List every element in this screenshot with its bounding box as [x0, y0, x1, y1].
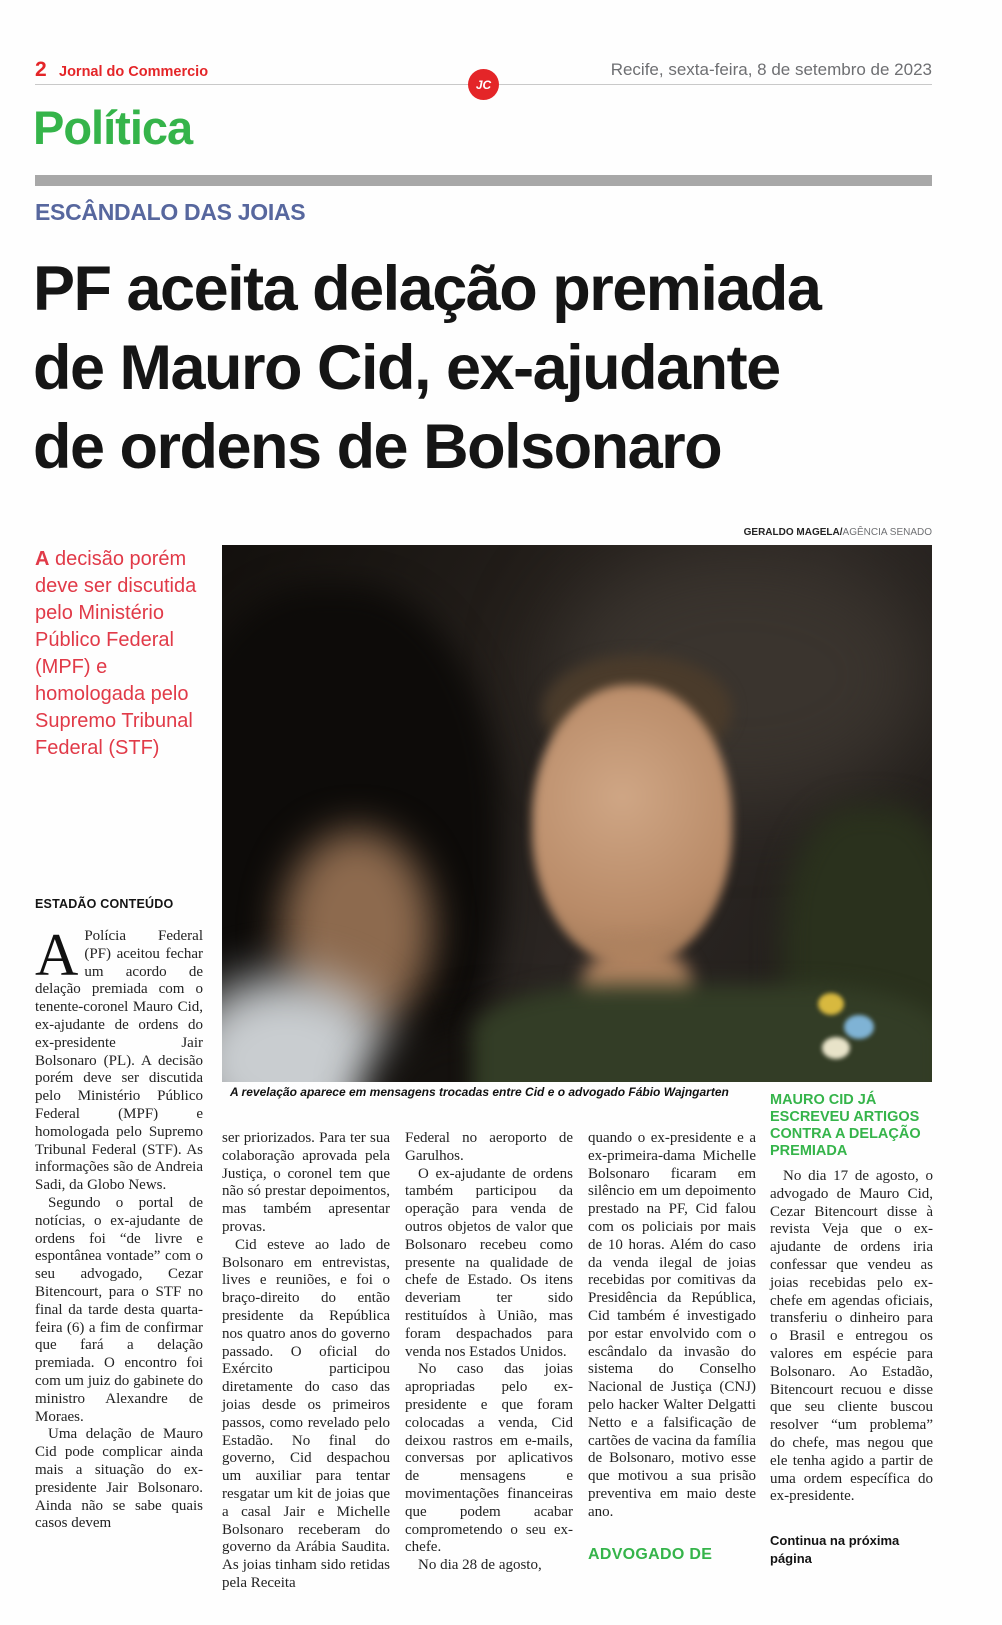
standfirst-text: decisão porém deve ser discutida pelo Ministério Público Federal (MPF) e homologada pelo Supremo Tribunal Federal (STF) [35, 548, 197, 759]
paragraph: ser priorizados. Para ter sua colaboração aprovada pela Justiça, o coronel tem que não só prestar depoimentos, mas também apresentar provas. [222, 1130, 390, 1235]
body-column-2 [222, 1130, 390, 1593]
photo-subject-face [532, 685, 732, 965]
paragraph: No dia 28 de agosto, [418, 1557, 542, 1574]
photo-credit-author: GERALDO MAGELA/ [743, 527, 843, 538]
section-title: Política [33, 101, 193, 154]
paragraph: Uma delação de Mauro Cid pode complicar ainda mais a situação do ex-presidente Jair Bolsonaro. Ainda não se sabe quais casos devem [35, 1426, 203, 1532]
dateline: Recife, sexta-feira, 8 de setembro de 2023 [610, 60, 932, 79]
photo-medal-blue [844, 1015, 874, 1039]
subhead-advogado: ADVOGADO DE [588, 1545, 713, 1563]
newspaper-name: Jornal do Commercio [59, 64, 209, 80]
photo-medal-white [822, 1037, 850, 1059]
byline: ESTADÃO CONTEÚDO [35, 897, 174, 911]
headline-line-1: PF aceita delação premiada [33, 254, 821, 324]
page-number: 2 [35, 58, 47, 81]
subhead-mauro-cid: MAURO CID JÁ ESCREVEU ARTIGOS CONTRA A DELAÇÃO PREMIADA [770, 1092, 921, 1159]
article-photo [222, 545, 932, 1082]
paragraph: Cid esteve ao lado de Bolsonaro em entrevistas, lives e reuniões, e foi o braço-direito do então presidente da República nos quatro anos do governo passado. O oficial do Exército participou diretamente do caso das joias desde os primeiros passos, como revelado pelo Estadão. No final do governo, Cid despachou um auxiliar para tentar resgatar um kit de joias que a casal Jair e Michelle Bolsonaro receberam do governo da Arábia Saudita. As joias tinham sido retidas pela Receita [222, 1236, 390, 1591]
body-column-4 [588, 1130, 756, 1563]
paragraph: No dia 17 de agosto, o advogado de Mauro Cid, Cezar Bitencourt disse à revista Veja que o ex-ajudante de ordens iria confessar que vendeu as joias recebidas pelo ex-chefe em agendas oficiais, transferiu o dinheiro para o Brasil e entregou os valores em espécie para Bolsonaro. Ao Estadão, Bitencourt recuou e disse que seu cliente buscou resolver “um problema” do chefe, mas negou que ele tenha agido a partir de uma ordem específica do ex-presidente. [770, 1168, 933, 1505]
body-column-3 [405, 1130, 573, 1575]
body-column-5 [770, 1092, 933, 1568]
jc-logo-text: JC [475, 77, 492, 92]
paragraph: No caso das joias apropriadas pelo ex-presidente e que foram colocadas a venda, Cid deixou rastros em e-mails, conversas por aplicativos de mensagens e movimentações financeiras que podem acabar comprometendo o seu ex-chefe. [405, 1361, 573, 1556]
standfirst-lead: A [35, 548, 50, 570]
headline-line-2: de Mauro Cid, ex-ajudante [33, 333, 780, 403]
standfirst [35, 546, 221, 762]
paragraph: quando o ex-presidente e a ex-primeira-dama Michelle Bolsonaro ficaram em silêncio em um depoimento prestado na PF, Cid falou com os policiais por mais de 10 horas. Além do caso da venda ilegal de joias recebidas por comitivas da Presidência da República, Cid também é investigado por estar envolvido com o escândalo da invasão do sistema do Conselho Nacional de Justiça (CNJ) pelo hacker Walter Delgatti Netto e a falsificação de cartões de vacina da família de Bolsonaro, motivo esse que motivou a sua prisão preventiva em maio deste ano. [588, 1130, 756, 1520]
body-column-1 [35, 922, 203, 1533]
section-divider-bar [35, 175, 932, 186]
paragraph: Federal no aeroporto de Garulhos. [405, 1130, 573, 1164]
paragraph: Segundo o portal de notícias, o ex-ajudante de ordens foi “de livre e espontânea vontade” com o seu advogado, Cezar Bitencourt, para o STF no final da tarde desta quarta-feira (6) a fim de confirmar que fará a delação premiada. O encontro foi com um juiz do gabinete do ministro Alexandre de Moraes. [35, 1194, 203, 1425]
continuation-notice: Continua na próxima página [770, 1533, 900, 1566]
paragraph [35, 922, 203, 1195]
drop-cap: A [35, 922, 79, 988]
article-headline [33, 250, 963, 487]
photo-credit-agency: AGÊNCIA SENADO [842, 527, 932, 538]
jc-logo [468, 69, 499, 100]
paragraph: O ex-ajudante de ordens também participou da operação para venda de outros objetos de valor que Bolsonaro recebeu como presente na qualidade de chefe de Estado. Os itens deveriam ter sido restituídos à União, mas foram despachados para venda nos Estados Unidos. [405, 1165, 573, 1360]
paragraph-text: Polícia Federal (PF) aceitou fechar um acordo de delação premiada com o tenente-coronel Mauro Cid, ex-ajudante de ordens do ex-presidente Jair Bolsonaro (PL). A decisão porém deve ser discutida pelo Ministério Público Federal (MPF) e homologada pelo Supremo Tribunal Federal (STF). As informações são de Andreia Sadi, da Globo News. [35, 928, 203, 1194]
photo-caption: A revelação aparece em mensagens trocadas entre Cid e o advogado Fábio Wajngarten [230, 1085, 729, 1099]
headline-line-3: de ordens de Bolsonaro [33, 412, 722, 482]
article-kicker: ESCÂNDALO DAS JOIAS [35, 199, 306, 225]
photo-medal-gold [818, 993, 844, 1015]
photo-credit [222, 527, 932, 538]
